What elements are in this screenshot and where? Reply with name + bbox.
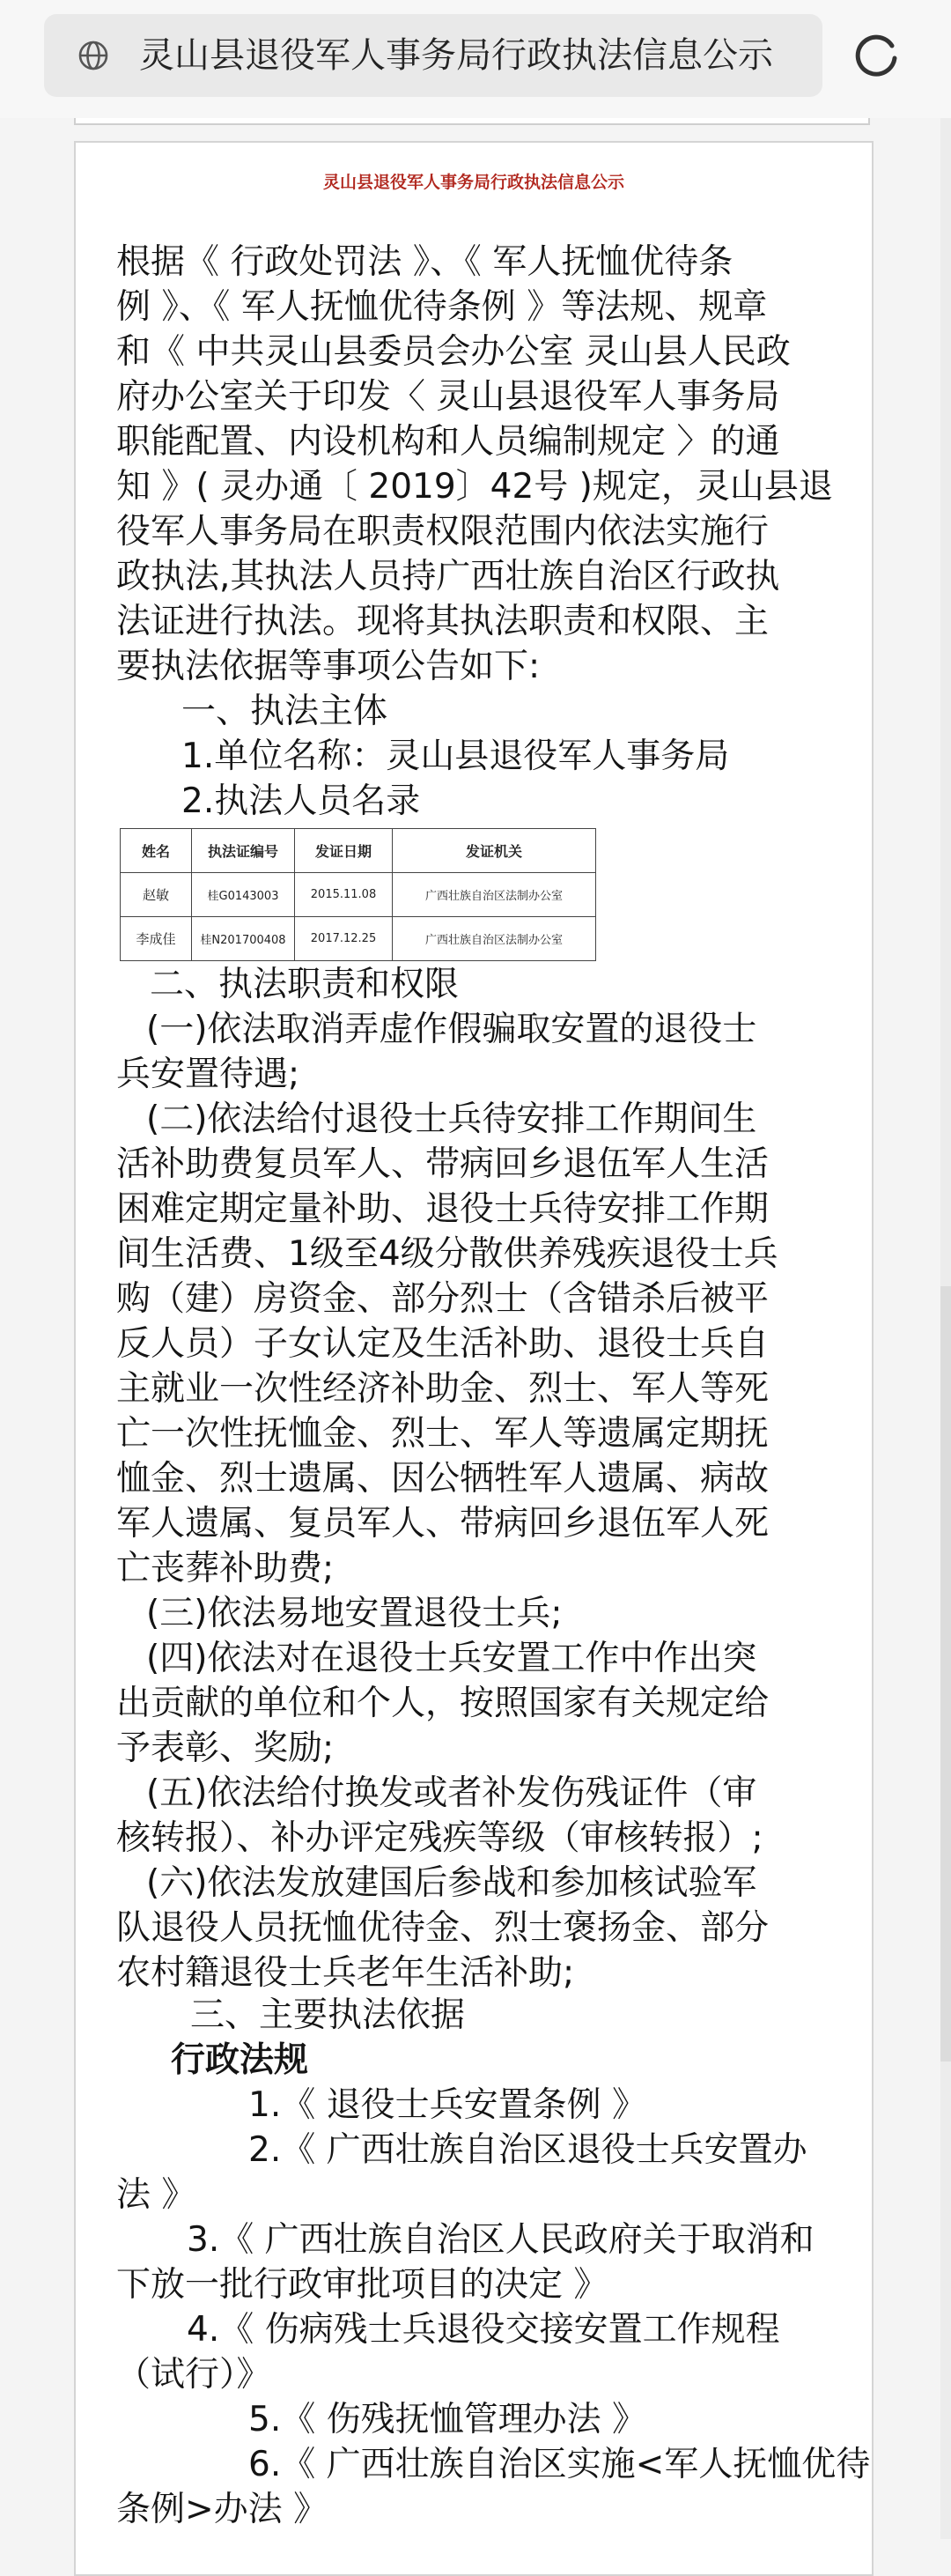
duty-line: 亡丧葬补助费; (116, 1549, 335, 1588)
globe-icon (77, 40, 109, 71)
roster-cell: 桂N201700408 (192, 917, 295, 961)
intro-line: 知 》( 灵办通〔 2019〕42号 )规定，灵山县退 (116, 467, 833, 507)
duty-line: (六)依法发放建国后参战和参加核试验军 (146, 1863, 757, 1903)
roster-header-date: 发证日期 (295, 829, 393, 873)
reload-icon[interactable] (851, 28, 903, 81)
roster-cell: 2015.11.08 (295, 873, 393, 917)
duty-line: 活补助费复员军人、带病回乡退伍军人生活 (116, 1144, 770, 1184)
intro-line: 和《 中共灵山县委员会办公室 灵山县人民政 (116, 332, 791, 372)
roster-cell: 广西壮族自治区法制办公室 (393, 873, 596, 917)
intro-line: 根据《 行政处罚法 》、《 军人抚恤优待条 (116, 242, 734, 282)
regulation-line: （试行）》 (116, 2355, 271, 2395)
regulation-line: 2.《 广西壮族自治区退役士兵安置办 (248, 2130, 807, 2170)
roster-cell: 李成佳 (121, 917, 192, 961)
duty-line: 困难定期定量补助、退役士兵待安排工作期 (116, 1189, 770, 1229)
previous-card-edge (74, 118, 870, 125)
intro-line: 法证进行执法。现将其执法职责和权限、主 (116, 602, 770, 641)
section1-heading: 一、执法主体 (181, 692, 388, 731)
roster-cell: 桂G0143003 (192, 873, 295, 917)
address-bar[interactable] (44, 14, 822, 97)
roster-cell: 赵敏 (121, 873, 192, 917)
regulation-line: 1.《 退役士兵安置条例 》 (248, 2085, 647, 2125)
intro-line: 职能配置、内设机构和人员编制规定 〉的通 (116, 422, 780, 462)
duty-line: (五)依法给付换发或者补发伤残证件（审 (146, 1773, 757, 1813)
roster-cell: 广西壮族自治区法制办公室 (393, 917, 596, 961)
duty-line: (二)依法给付退役士兵待安排工作期间生 (146, 1099, 757, 1139)
section3-heading: 三、主要执法依据 (190, 1995, 466, 2035)
regulation-line: 5.《 伤残抚恤管理办法 》 (248, 2400, 647, 2439)
regulations-list (116, 2083, 871, 2532)
duty-line: 亡一次性抚恤金、烈士、军人等遗属定期抚 (116, 1414, 770, 1454)
duty-line: 恤金、烈士遗属、因公牺牲军人遗属、病故 (116, 1459, 770, 1499)
duty-line: 购（建）房资金、部分烈士（含错杀后被平 (116, 1279, 770, 1319)
duty-line: 兵安置待遇; (116, 1055, 300, 1094)
scrollbar-thumb[interactable] (940, 1286, 951, 2062)
table-row (121, 873, 596, 917)
duty-line: 出贡献的单位和个人，按照国家有关规定给 (116, 1684, 770, 1723)
regulations-heading: 行政法规 (171, 2040, 309, 2080)
regulation-line: 下放一批行政审批项目的决定 》 (116, 2265, 608, 2305)
roster-header-authority: 发证机关 (393, 829, 596, 873)
section2-heading: 二、执法职责和权限 (150, 965, 460, 1004)
duties-list (116, 1007, 847, 1995)
regulation-line: 4.《 伤病残士兵退役交接安置工作规程 (187, 2310, 780, 2350)
intro-line: 例 》、《 军人抚恤优待条例 》等法规、规章 (116, 287, 768, 327)
duty-line: 予表彰、奖励; (116, 1728, 335, 1768)
duty-line: (四)依法对在退役士兵安置工作中作出突 (146, 1639, 757, 1678)
duty-line: (一)依法取消弄虚作假骗取安置的退役士 (146, 1010, 757, 1049)
roster-table (120, 828, 596, 961)
duty-line: (三)依法易地安置退役士兵; (146, 1594, 563, 1633)
regulation-line: 条例>办法 》 (116, 2490, 328, 2529)
regulation-line: 法 》 (116, 2175, 196, 2215)
table-row (121, 917, 596, 961)
roster-header-name: 姓名 (121, 829, 192, 873)
intro-line: 府办公室关于印发〈 灵山县退役军人事务局 (116, 377, 780, 417)
document-title: 灵山县退役军人事务局行政执法信息公示 (322, 173, 624, 192)
duty-line: 农村籍退役士兵老年生活补助; (116, 1953, 575, 1993)
intro-paragraph (116, 240, 847, 689)
intro-line: 政执法,其执法人员持广西壮族自治区行政执 (116, 557, 780, 596)
intro-line: 要执法依据等事项公告如下: (116, 647, 541, 686)
duty-line: 主就业一次性经济补助金、烈士、军人等死 (116, 1369, 770, 1409)
regulation-line: 6.《 广西壮族自治区实施<军人抚恤优待 (248, 2445, 871, 2484)
duty-line: 队退役人员抚恤优待金、烈士褒扬金、部分 (116, 1908, 770, 1948)
duty-line: 反人员）子女认定及生活补助、退役士兵自 (116, 1324, 770, 1364)
roster-header-id: 执法证编号 (192, 829, 295, 873)
unit-name: 1.单位名称：灵山县退役军人事务局 (181, 737, 730, 776)
duty-line: 军人遗属、复员军人、带病回乡退伍军人死 (116, 1504, 770, 1543)
duty-line: 核转报）、补办评定残疾等级（审核转报）; (116, 1818, 763, 1858)
browser-toolbar (0, 0, 951, 118)
address-text: 灵山县退役军人事务局行政执法信息公示 (139, 35, 773, 76)
duty-line: 间生活费、1级至4级分散供养残疾退役士兵 (116, 1234, 778, 1274)
roster-cell: 2017.12.25 (295, 917, 393, 961)
document-sheet (74, 141, 874, 2576)
intro-line: 役军人事务局在职责权限范围内依法实施行 (116, 512, 770, 551)
regulation-line: 3.《 广西壮族自治区人民政府关于取消和 (187, 2220, 815, 2260)
roster-heading: 2.执法人员名录 (181, 781, 421, 821)
